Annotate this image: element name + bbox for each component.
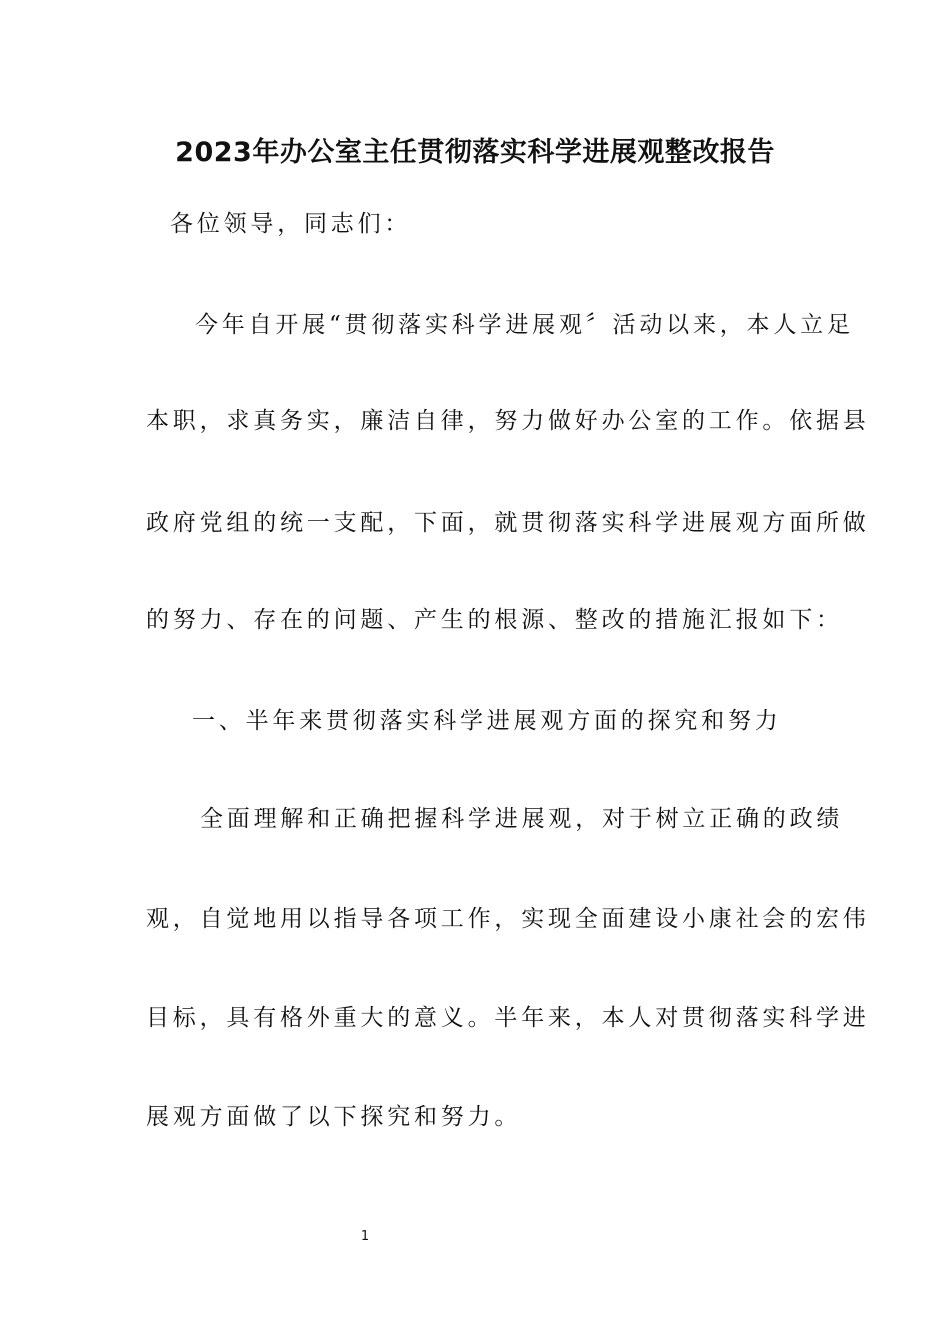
paragraph-2-line-3: 目标，具有格外重大的意义。半年来，本人对贯彻落实科学进 [146, 1005, 870, 1031]
salutation: 各位领导，同志们： [170, 211, 412, 237]
section-heading-1: 一、半年来贯彻落实科学进展观方面的探究和努力 [192, 708, 782, 734]
paragraph-2-line-4: 展观方面做了以下探究和努力。 [146, 1104, 522, 1130]
paragraph-1-line-1: 今年自开展“贯彻落实科学进展观〞活动以来，本人立足 [195, 312, 854, 338]
paragraph-1-line-2: 本职，求真务实，廉洁自律，努力做好办公室的工作。依据县 [146, 408, 870, 434]
paragraph-1-line-3: 政府党组的统一支配，下面，就贯彻落实科学进展观方面所做 [146, 510, 870, 536]
document-title: 2023年办公室主任贯彻落实科学进展观整改报告 [175, 137, 775, 168]
paragraph-1-line-4: 的努力、存在的问题、产生的根源、整改的措施汇报如下： [146, 607, 843, 633]
paragraph-2-line-2: 观，自觉地用以指导各项工作，实现全面建设小康社会的宏伟 [146, 906, 870, 932]
page-number: 1 [360, 1229, 370, 1244]
paragraph-2-line-1: 全面理解和正确把握科学进展观，对于树立正确的政绩 [200, 806, 844, 832]
